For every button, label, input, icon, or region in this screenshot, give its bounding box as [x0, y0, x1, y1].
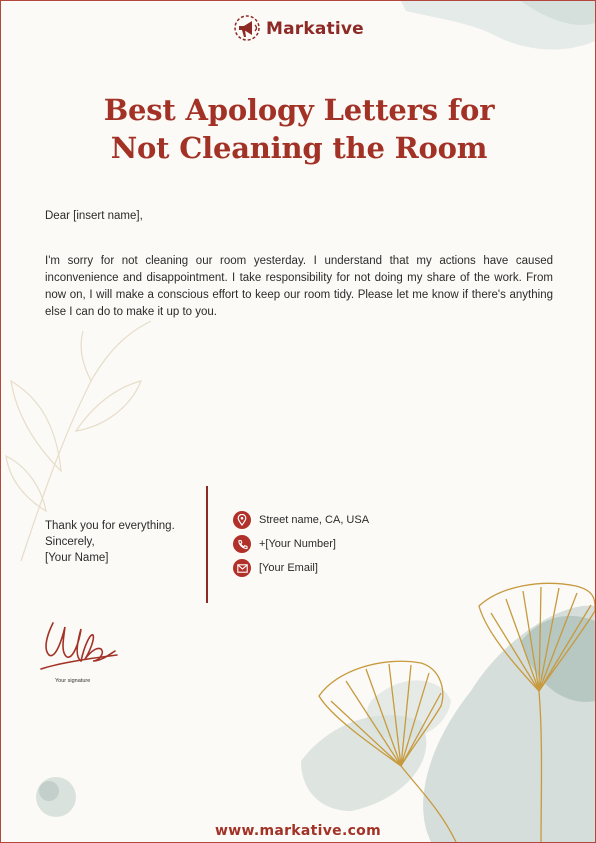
- handwritten-signature: [39, 613, 121, 675]
- closing-name: [Your Name]: [45, 552, 109, 564]
- phone-text: +[Your Number]: [259, 538, 336, 550]
- closing-thanks: Thank you for everything.: [45, 520, 175, 532]
- location-pin-icon: [233, 511, 251, 529]
- page-title: [41, 91, 557, 167]
- vertical-divider: [206, 486, 208, 603]
- address-text: Street name, CA, USA: [259, 514, 370, 526]
- title-line-2: Not Cleaning the Room: [110, 131, 488, 165]
- footer-website[interactable]: www.markative.com: [215, 823, 381, 839]
- contact-address: [233, 511, 369, 529]
- title-line-1: Best Apology Letters for: [103, 93, 495, 127]
- brand-name: Markative: [266, 19, 364, 39]
- envelope-icon: [233, 559, 251, 577]
- phone-icon: [233, 535, 251, 553]
- letter-closing: [45, 518, 205, 566]
- email-text: [Your Email]: [259, 562, 318, 574]
- letter-salutation: Dear [insert name],: [45, 210, 143, 222]
- signature-label: Your signature: [55, 678, 91, 684]
- contact-phone: [233, 535, 369, 553]
- contact-email: [233, 559, 369, 577]
- closing-sincerely: Sincerely,: [45, 536, 95, 548]
- megaphone-icon: [233, 15, 263, 43]
- letter-body: I'm sorry for not cleaning our room yesterday. I understand that my actions have caused inconvenience and disappointment. I take responsibility for not doing my share of the work. From now on, I will make a conscious effort to keep our room tidy. Please let me know if there's anything else I can do to make it up to you.: [45, 255, 553, 318]
- contact-block: [233, 511, 369, 583]
- brand-logo: [233, 15, 364, 43]
